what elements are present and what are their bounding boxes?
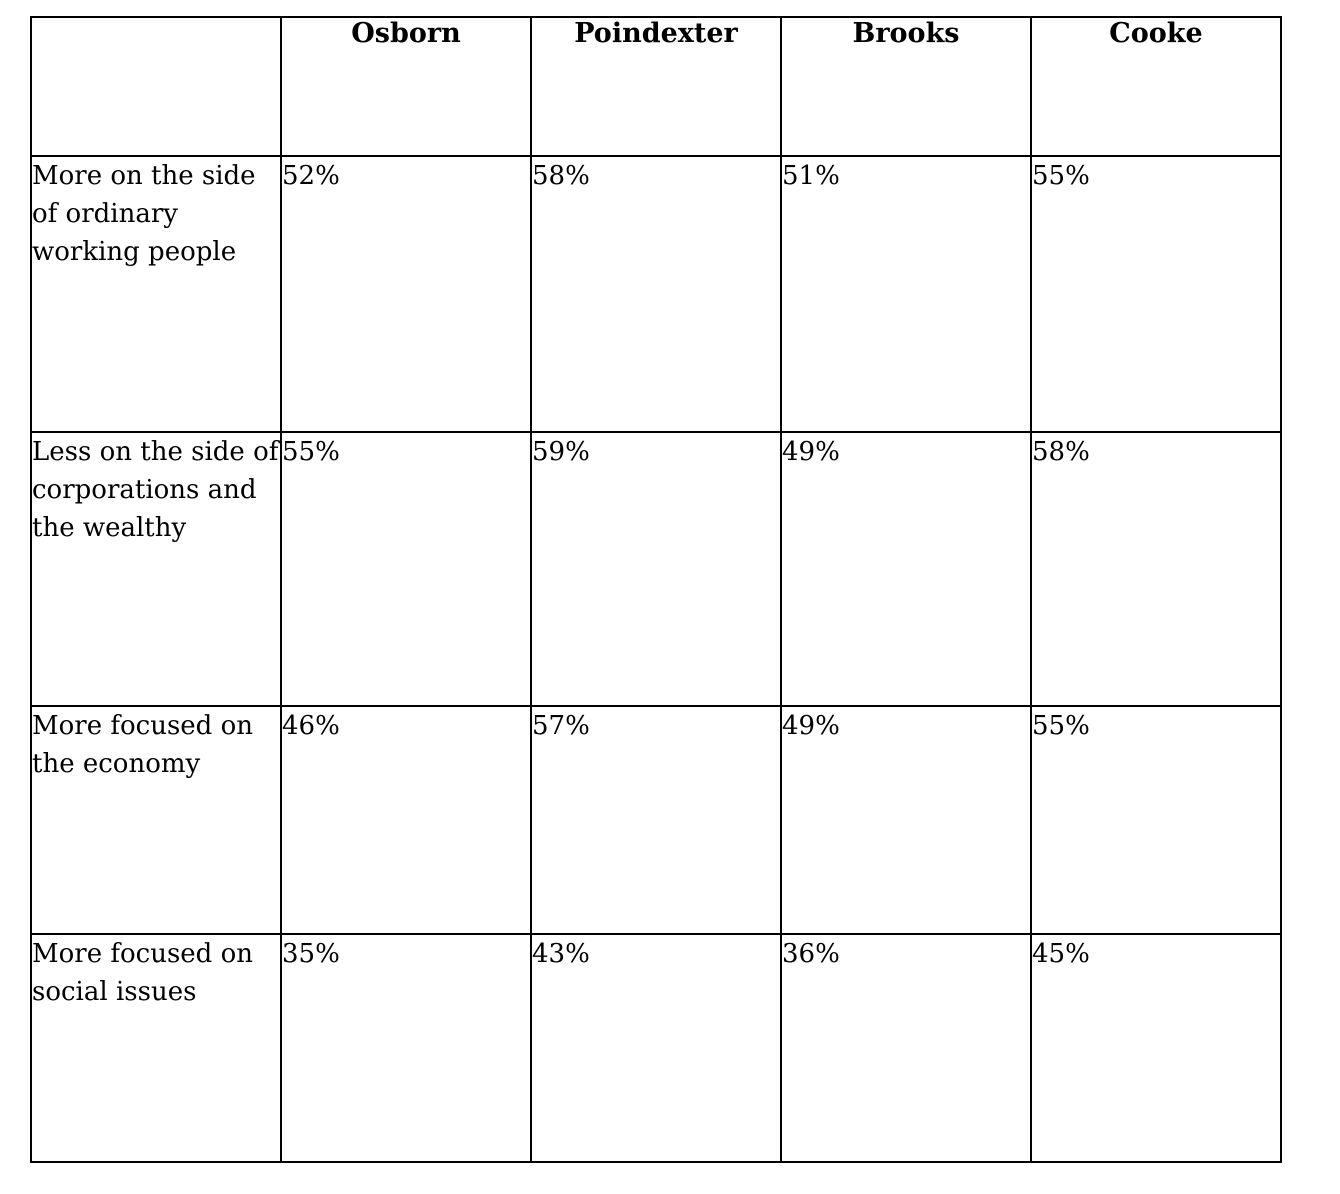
value-cell: 55% xyxy=(281,432,531,706)
value-cell: 55% xyxy=(1031,156,1281,432)
table-row xyxy=(31,156,1281,432)
value-cell: 55% xyxy=(1031,706,1281,934)
row-label: More focused on the economy xyxy=(31,706,281,934)
value-cell: 36% xyxy=(781,934,1031,1162)
value-cell: 49% xyxy=(781,706,1031,934)
comparison-table xyxy=(30,16,1282,1163)
value-cell: 45% xyxy=(1031,934,1281,1162)
row-label: More focused on social issues xyxy=(31,934,281,1162)
value-cell: 58% xyxy=(1031,432,1281,706)
column-header-osborn: Osborn xyxy=(281,17,531,156)
table-row xyxy=(31,432,1281,706)
column-header-poindexter: Poindexter xyxy=(531,17,781,156)
value-cell: 51% xyxy=(781,156,1031,432)
value-cell: 59% xyxy=(531,432,781,706)
header-row xyxy=(31,17,1281,156)
value-cell: 57% xyxy=(531,706,781,934)
column-header-brooks: Brooks xyxy=(781,17,1031,156)
empty-corner-cell xyxy=(31,17,281,156)
table-row xyxy=(31,934,1281,1162)
value-cell: 58% xyxy=(531,156,781,432)
column-header-cooke: Cooke xyxy=(1031,17,1281,156)
table-row xyxy=(31,706,1281,934)
row-label: More on the side of ordinary working people xyxy=(31,156,281,432)
value-cell: 52% xyxy=(281,156,531,432)
value-cell: 46% xyxy=(281,706,531,934)
value-cell: 43% xyxy=(531,934,781,1162)
value-cell: 49% xyxy=(781,432,1031,706)
value-cell: 35% xyxy=(281,934,531,1162)
row-label: Less on the side of corporations and the wealthy xyxy=(31,432,281,706)
